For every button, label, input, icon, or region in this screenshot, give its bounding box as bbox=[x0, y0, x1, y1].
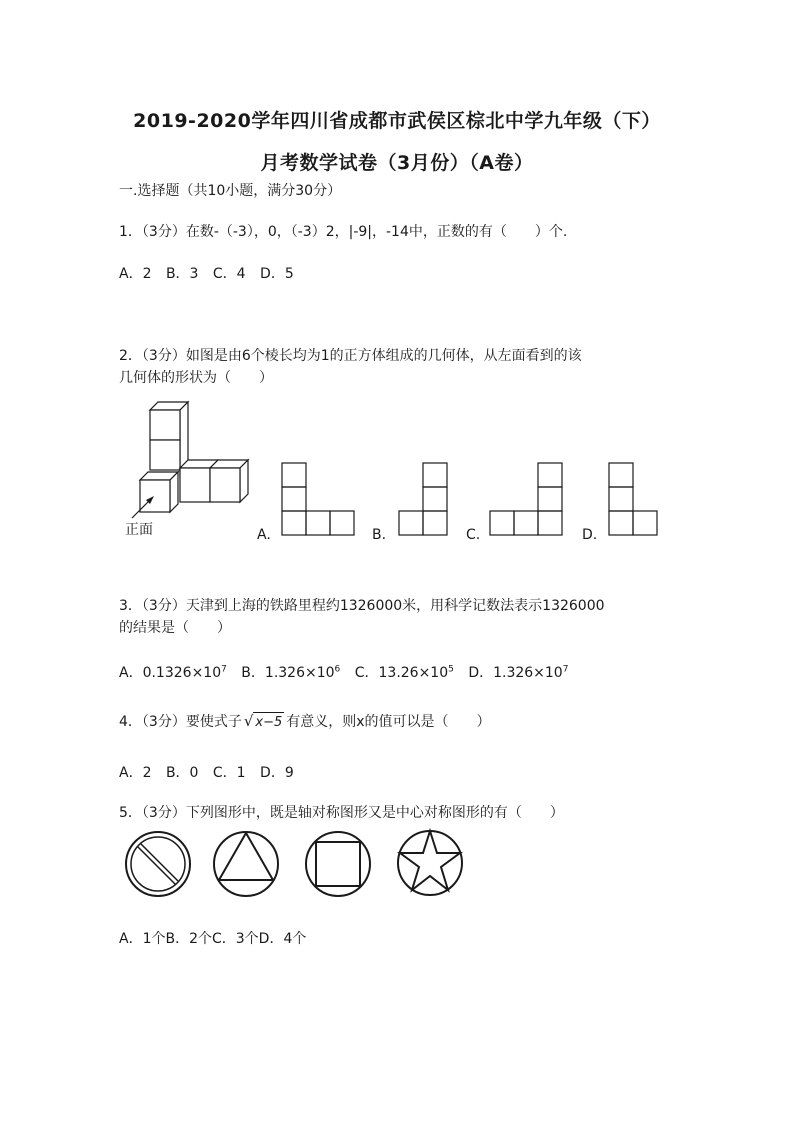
q4-text bbox=[119, 711, 491, 733]
q1-option-d: D．5 bbox=[260, 266, 294, 282]
exam-title-line1: 2019-2020学年四川省成都市武侯区棕北中学九年级（下） bbox=[133, 110, 661, 132]
q4-option-b: B．0 bbox=[165, 765, 199, 781]
q2-option-a-figure bbox=[281, 462, 355, 536]
circle-with-slash-figure bbox=[124, 830, 192, 898]
cubes-3d-figure bbox=[118, 400, 258, 520]
q2-option-b-figure bbox=[398, 462, 448, 536]
q1-option-b: B．3 bbox=[165, 266, 199, 282]
circle-with-star-figure bbox=[396, 828, 464, 896]
q2-option-d-figure bbox=[608, 462, 658, 536]
q4-prefix: 4．（3分）要使式子 bbox=[119, 714, 242, 730]
circle-with-square-figure bbox=[304, 830, 372, 898]
q1-option-c: C．4 bbox=[212, 266, 246, 282]
q2-option-b-label: B. bbox=[372, 527, 387, 543]
q3-text-line2: 的结果是（ ） bbox=[119, 620, 231, 636]
front-label: 正面 bbox=[125, 522, 153, 538]
q1-options bbox=[119, 264, 304, 284]
q5-text: 5．（3分）下列图形中，既是轴对称图形又是中心对称图形的有（ ） bbox=[119, 805, 564, 821]
q3-option-c: C．$13.26\times 10^5$ bbox=[354, 664, 454, 681]
q1-text: 1．（3分）在数-（-3），0，（-3）2，|-9|，-14中，正数的有（ ）个. bbox=[119, 224, 568, 240]
q4-option-a: A．2 bbox=[119, 765, 152, 781]
q2-option-a-label: A. bbox=[257, 527, 271, 543]
sqrt-expression bbox=[244, 711, 284, 733]
q4-suffix: 有意义，则x的值可以是（ ） bbox=[286, 714, 491, 730]
q2-text-line1: 2．（3分）如图是由6个棱长均为1的正方体组成的几何体，从左面看到的该 bbox=[119, 348, 582, 364]
q4-option-d: D．9 bbox=[260, 765, 294, 781]
q3-option-b: B．$1.326\times 10^6$ bbox=[241, 664, 341, 681]
q3-option-d: D．$1.326\times 10^7$ bbox=[468, 664, 569, 681]
sqrt-radicand: x−5 bbox=[253, 712, 284, 733]
q2-text-line2: 几何体的形状为（ ） bbox=[119, 370, 273, 386]
q2-option-c-label: C. bbox=[466, 527, 481, 543]
circle-with-triangle-figure bbox=[212, 830, 280, 898]
section-heading: 一.选择题（共10小题，满分30分） bbox=[119, 183, 342, 199]
q3-text-line1: 3．（3分）天津到上海的铁路里程约1326000米，用科学记数法表示1326000 bbox=[119, 598, 605, 614]
q1-option-a: A．2 bbox=[119, 266, 152, 282]
q3-options bbox=[119, 659, 578, 683]
q4-options bbox=[119, 763, 304, 783]
sqrt-icon: √ bbox=[243, 712, 254, 730]
exam-title-line2: 月考数学试卷（3月份）（A卷） bbox=[260, 152, 534, 174]
q2-option-c-figure bbox=[489, 462, 563, 536]
q3-option-a: A．$0.1326\times 10^7$ bbox=[119, 664, 227, 681]
q4-option-c: C．1 bbox=[212, 765, 246, 781]
q5-options: A．1个B．2个C．3个D．4个 bbox=[119, 931, 307, 947]
q2-option-d-label: D. bbox=[582, 527, 598, 543]
